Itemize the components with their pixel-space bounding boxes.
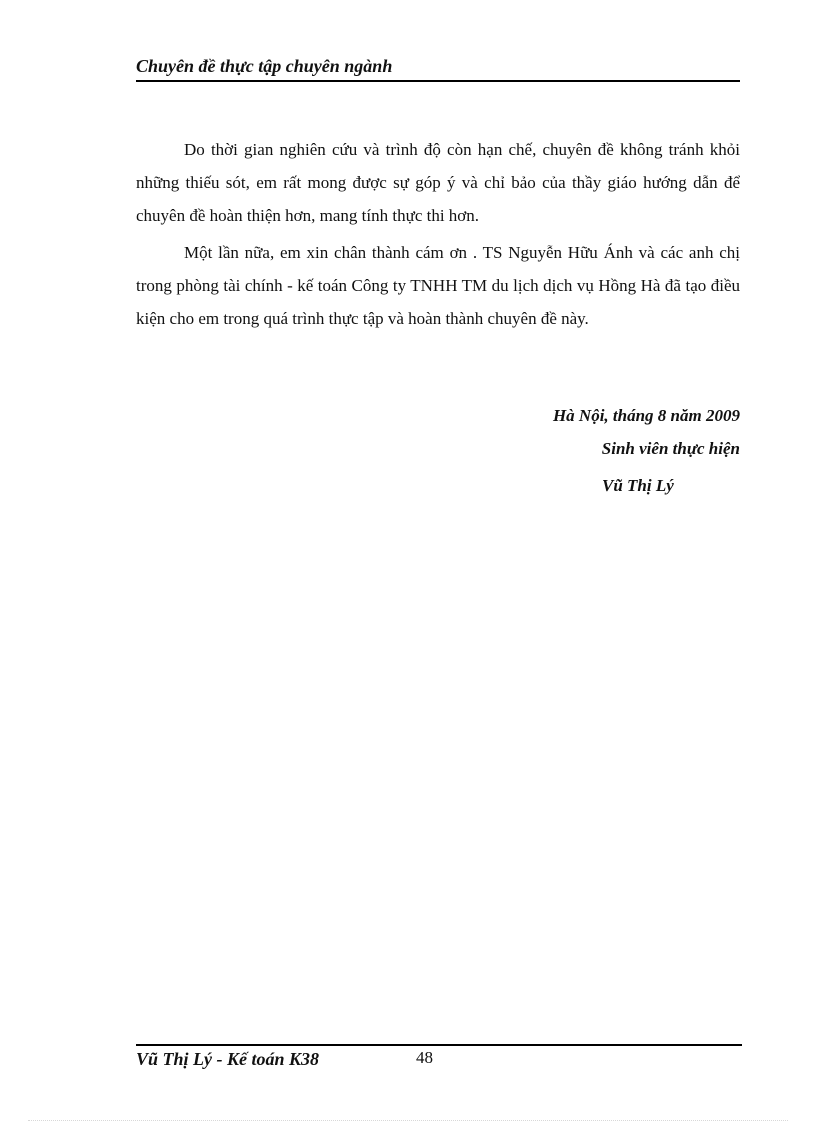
paragraph-limitations: Do thời gian nghiên cứu và trình độ còn hạn chế, chuyên đề không tránh khỏi những thiếu sót, em rất mong được sự góp ý và chỉ bảo của thầy giáo hướng dẫn để chuyên đề hoàn thiện hơn, mang tính thực thi hơn.	[136, 140, 740, 225]
header-title: Chuyên đề thực tập chuyên ngành	[136, 56, 393, 76]
footer-author: Vũ Thị Lý - Kế toán K38	[136, 1049, 320, 1069]
signature-place-date: Hà Nội, tháng 8 năm 2009	[552, 406, 740, 425]
page-bottom-edge	[28, 1120, 788, 1121]
page-header	[136, 54, 740, 82]
footer-divider	[136, 1044, 742, 1046]
signature-name: Vũ Thị Lý	[602, 476, 674, 495]
paragraph-thanks: Một lần nữa, em xin chân thành cám ơn . TS Nguyễn Hữu Ánh và các anh chị trong phòng tài chính - kế toán Công ty TNHH TM du lịch dịch vụ Hồng Hà đã tạo điều kiện cho em trong quá trình thực tập và hoàn thành chuyên đề này.	[136, 243, 740, 328]
page-number: 48	[416, 1048, 433, 1067]
signature-role: Sinh viên thực hiện	[601, 439, 740, 458]
body-text	[136, 133, 740, 339]
